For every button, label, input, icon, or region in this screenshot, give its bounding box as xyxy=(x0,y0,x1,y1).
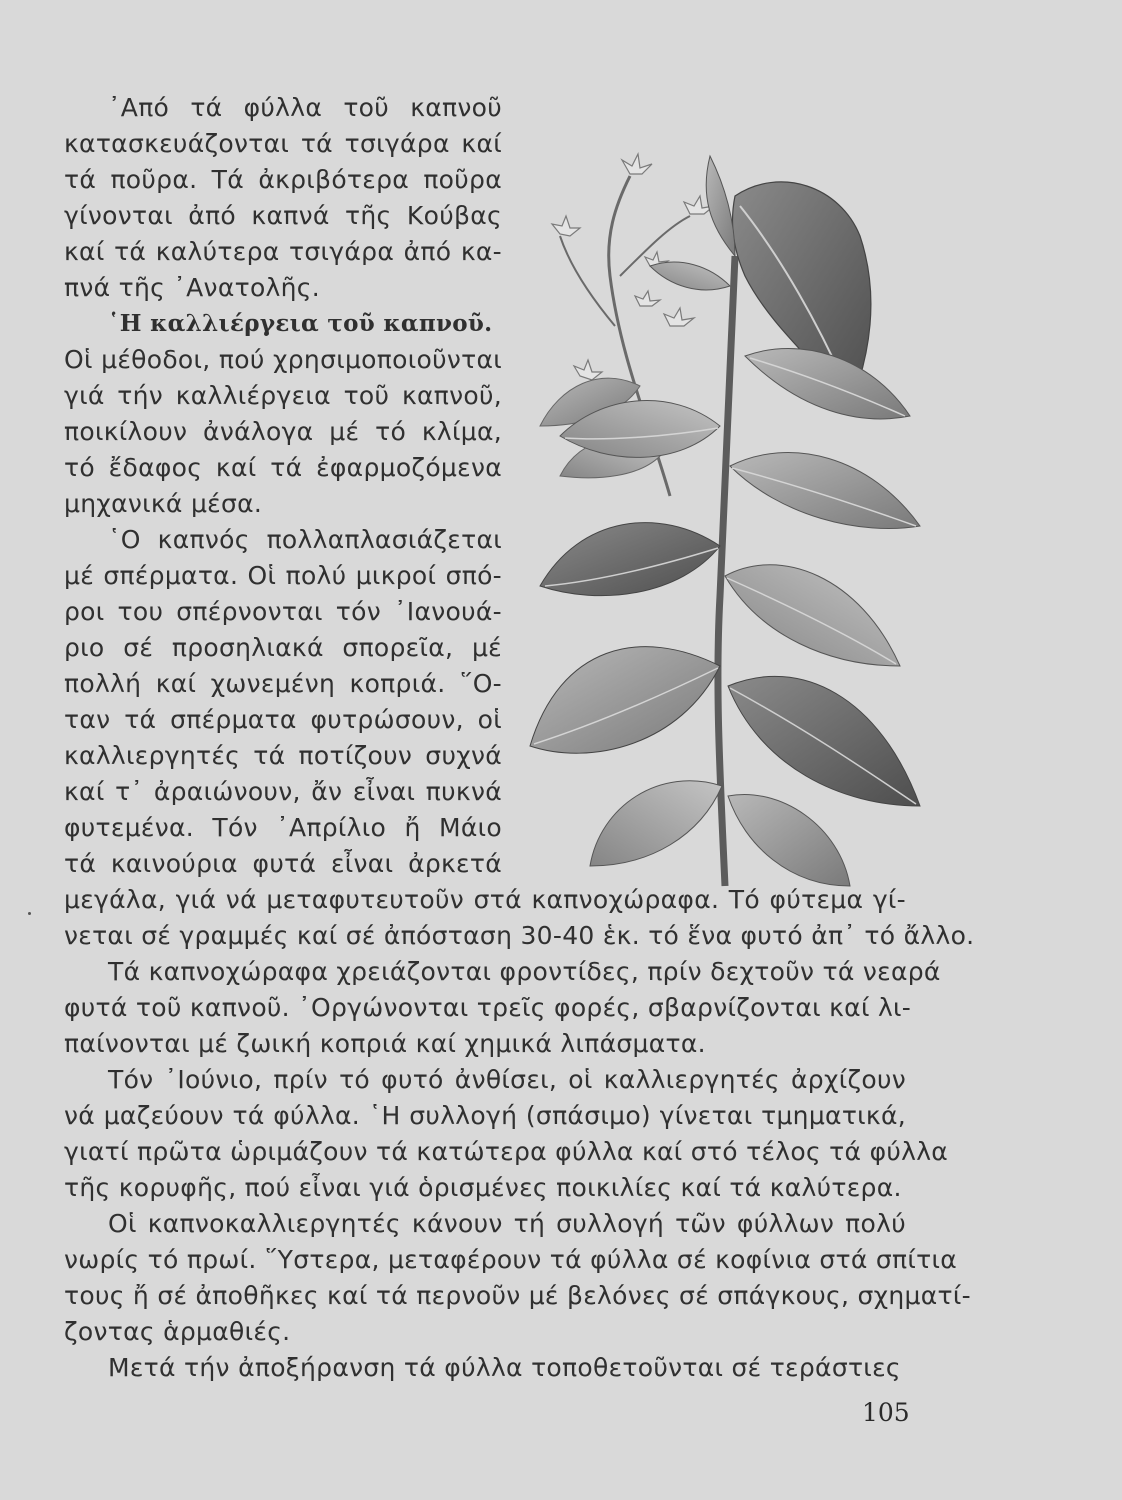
text-line: καλλιεργητές τά ποτίζουν συχνά xyxy=(64,741,502,770)
text-line: γίνονται ἀπό καπνά τῆς Κούβας xyxy=(64,201,502,230)
text-line: ᾿Από τά φύλλα τοῦ καπνοῦ xyxy=(108,93,502,122)
text-line: ποικίλουν ἀνάλογα μέ τό κλίμα, xyxy=(64,417,502,446)
text-line: Τά καπνοχώραφα χρειάζονται φροντίδες, πρίν δεχτοῦν τά νεαρά xyxy=(108,957,941,986)
section-heading: ῾Η καλλιέργεια τοῦ καπνοῦ. xyxy=(108,310,493,337)
text-line: τῆς κορυφῆς, πού εἶναι γιά ὁρισμένες ποικιλίες καί τά καλύτερα. xyxy=(64,1173,902,1202)
text-line: πνά τῆς ᾿Ανατολῆς. xyxy=(64,273,321,302)
text-line: κατασκευάζονται τά τσιγάρα καί xyxy=(64,129,502,158)
text-line: τά καινούρια φυτά εἶναι ἀρκετά xyxy=(64,849,502,878)
text-line: νά μαζεύουν τά φύλλα. ῾Η συλλογή (σπάσιμο) γίνεται τμηματικά, xyxy=(64,1101,906,1130)
text-line: Μετά τήν ἀποξήρανση τά φύλλα τοποθετοῦνται σέ τεράστιες xyxy=(108,1353,901,1382)
text-line: γιατί πρῶτα ὡριμάζουν τά κατώτερα φύλλα καί στό τέλος τά φύλλα xyxy=(64,1137,949,1166)
text-line: φυτεμένα. Τόν ᾿Απρίλιο ἤ Μάιο xyxy=(64,813,502,842)
text-line: ριο σέ προσηλιακά σπορεῖα, μέ xyxy=(64,633,502,662)
text-line: μεγάλα, γιά νά μεταφυτευτοῦν στά καπνοχώραφα. Τό φύτεμα γί- xyxy=(64,885,906,914)
tobacco-plant-illustration xyxy=(520,126,940,896)
text-line: καί τά καλύτερα τσιγάρα ἀπό κα- xyxy=(64,237,502,266)
text-line: τό ἔδαφος καί τά ἐφαρμοζόμενα xyxy=(64,453,502,482)
text-line: ταν τά σπέρματα φυτρώσουν, οἱ xyxy=(64,705,502,734)
text-line: ῾Ο καπνός πολλαπλασιάζεται xyxy=(108,525,502,554)
text-line: νωρίς τό πρωί. ῞Υστερα, μεταφέρουν τά φύλλα σέ κοφίνια στά σπίτια xyxy=(64,1245,958,1274)
text-line: τά ποῦρα. Τά ἀκριβότερα ποῦρα xyxy=(64,165,502,194)
text-line: Οἱ μέθοδοι, πού χρησιμοποιοῦνται xyxy=(64,345,502,374)
text-line: ζοντας ἁρμαθιές. xyxy=(64,1317,291,1346)
text-line: γιά τήν καλλιέργεια τοῦ καπνοῦ, xyxy=(64,381,502,410)
text-line: παίνονται μέ ζωική κοπριά καί χημικά λιπάσματα. xyxy=(64,1029,706,1058)
text-line: Τόν ᾿Ιούνιο, πρίν τό φυτό ἀνθίσει, οἱ καλλιεργητές ἀρχίζουν xyxy=(108,1065,906,1094)
text-line: Οἱ καπνοκαλλιεργητές κάνουν τή συλλογή τῶν φύλλων πολύ xyxy=(108,1209,906,1238)
text-line: μέ σπέρματα. Οἱ πολύ μικροί σπό- xyxy=(64,561,502,590)
text-line: πολλή καί χωνεμένη κοπριά. ῞Ο- xyxy=(64,669,502,698)
margin-mark xyxy=(28,912,31,915)
text-line: μηχανικά μέσα. xyxy=(64,489,263,518)
page-number: 105 xyxy=(862,1398,910,1427)
text-line: καί τ᾿ ἀραιώνουν, ἄν εἶναι πυκνά xyxy=(64,777,502,806)
text-line: φυτά τοῦ καπνοῦ. ᾿Οργώνονται τρεῖς φορές, σβαρνίζονται καί λι- xyxy=(64,993,912,1022)
text-line: τους ἤ σέ ἀποθῆκες καί τά περνοῦν μέ βελόνες σέ σπάγκους, σχηματί- xyxy=(64,1281,971,1310)
text-line: ροι του σπέρνονται τόν ᾿Ιανουά- xyxy=(64,597,502,626)
text-line: νεται σέ γραμμές καί σέ ἀπόσταση 30-40 ἑκ. τό ἕνα φυτό ἀπ᾿ τό ἄλλο. xyxy=(64,921,975,950)
